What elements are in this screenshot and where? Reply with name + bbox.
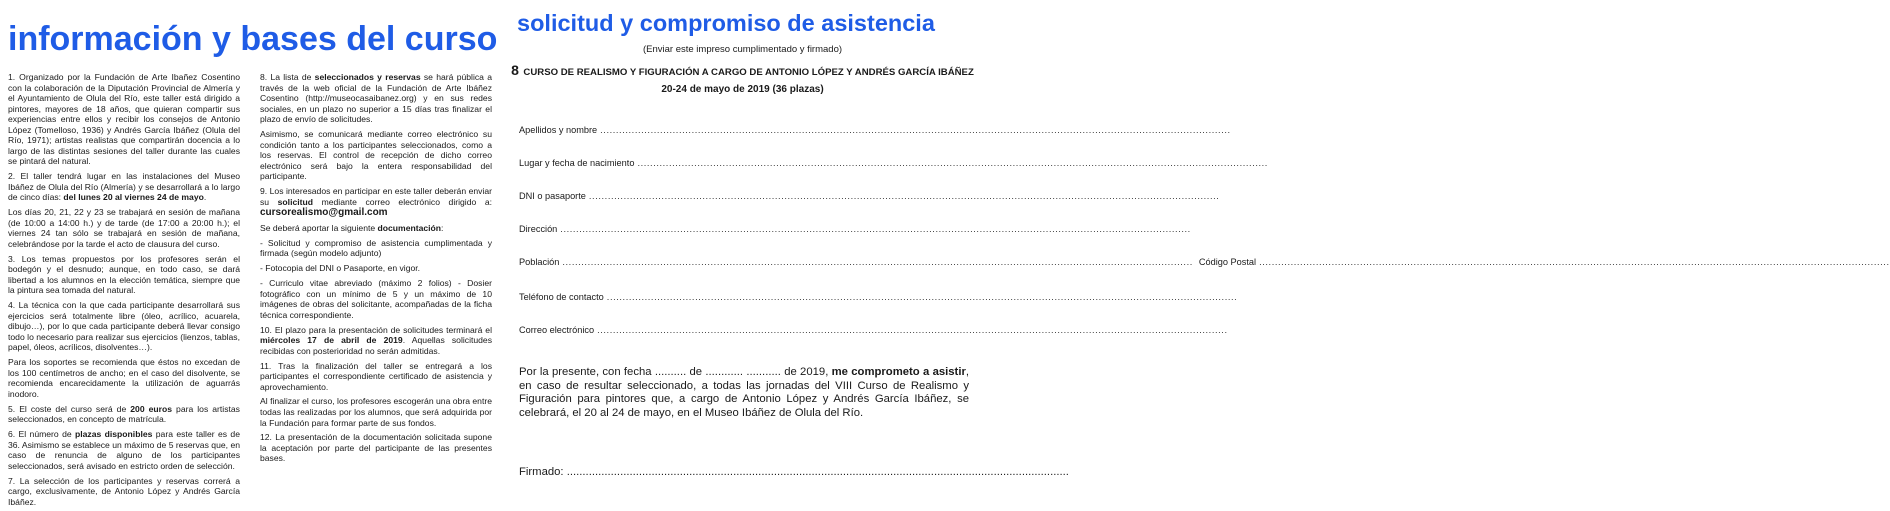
info-title: información y bases del curso [8,20,498,58]
field-label: Correo electrónico [519,325,595,335]
form-subtitle: (Enviar este impreso cumplimentado y firmado) [642,44,843,55]
text-run: 4. La técnica con la que cada participante desarrollará sus ejercicios será totalmente libre (óleo, acrílico, acuarela, dibujo…), por lo que cada participante deberá llevar consigo todo lo necesario para realizar sus ejercicios (lienzos, tablas, papel, óleos, acrílicos, disolventes…). [8,300,240,353]
course-dates: 20-24 de mayo de 2019 (36 plazas) [661,84,824,95]
field-label: Población [519,257,560,267]
text-run: . Aquellas solicitudes recibidas con posterioridad no serán admitidas. [260,335,493,356]
signature-dots: ................................................................................................................................................................ [566,466,1069,478]
field-dots: ........................................................................................................................................................................................................ [597,325,1228,335]
text-run: . [203,192,207,203]
paragraph [8,404,240,425]
field-label: Teléfono de contacto [519,292,604,302]
email-address: cursorealismo@gmail.com [260,207,388,219]
info-column-2 [260,72,492,511]
paragraph [8,476,240,508]
text-run: 7. La selección de los participantes y reservas correrá a cargo, exclusivamente, de Antonio López y Andrés García Ibáñez. [8,475,240,507]
text-run: miércoles 17 de abril de 2019 [260,335,403,346]
commitment-run: me comprometo a asistir [831,366,966,378]
paragraph [8,171,240,203]
postal-code-label: Código Postal [1198,257,1257,267]
paragraph [8,254,240,296]
field-dots: ........................................................................................................................................................................................................ [600,125,1231,135]
course-title: CURSO DE REALISMO Y FIGURACIÓN A CARGO DE ANTONIO LÓPEZ Y ANDRÉS GARCÍA IBÁÑEZ [523,67,974,78]
text-run: 1. Organizado por la Fundación de Arte Ibañez Cosentino con la colaboración de la Diputación Provincial de Almería y el Ayuntamiento de Olula del Río, este taller está dirigido a pintores, mayores de 18 años, que quieran compartir sus experiencias entre ellos y recibir los consejos de Antonio López (Tomelloso, 1936) y Andrés García Ibáñez (Olula del Río, 1971); artistas realistas que compartirán docencia a lo largo de las distintas sesiones del taller durante las cuales se pintará del natural. [8,72,240,167]
course-heading [505,62,980,80]
paragraph [8,72,240,167]
form-field[interactable] [519,292,1238,302]
paragraph [260,223,492,234]
info-page [0,0,498,507]
field-label: Apellidos y nombre [519,125,598,135]
text-run: Se deberá aportar la siguiente [260,223,378,233]
text-run: 10. El plazo para la presentación de solicitudes terminará el [260,324,492,335]
paragraph [260,278,492,320]
field-label: Lugar y fecha de nacimiento [519,158,635,168]
text-run: para los artistas seleccionados, en concepto de matrícula. [8,403,240,425]
text-run: seleccionados y reservas [314,72,421,82]
paragraph [260,72,492,125]
text-run: 6. El número de [8,429,75,440]
text-run: - Solicitud y compromiso de asistencia cumplimentada y firmada (según modelo adjunto) [260,237,492,259]
form-field[interactable] [519,325,1228,335]
text-run: 3. Los temas propuestos por los profesores serán el bodegón y el desnudo; aunque, en todo caso, se dará libertad a los alumnos en la elección temática, siempre que la pintura sea tomada del natural. [8,253,240,296]
text-run: 11. Tras la finalización del taller se entregará a los participantes el correspondiente certificado de asistencia y aprovechamiento. [260,360,492,392]
text-run: 12. La presentación de la documentación solicitada supone la aceptación por parte del participante de las presentes bases. [260,432,492,464]
signature-label: Firmado: [519,466,567,478]
text-run: : [441,223,444,233]
signature-line[interactable] [519,466,1069,478]
text-run: documentación [377,223,442,233]
info-column-1 [8,72,240,511]
paragraph [8,357,240,399]
form-title: solicitud y compromiso de asistencia [517,10,935,36]
field-dots: ........................................................................................................................................................................................................ [1259,257,1890,267]
text-run: - Fotocopia del DNI o Pasaporte, en vigor. [260,263,421,274]
text-run: - Curriculo vitae abreviado (máximo 2 folios) - Dosier fotográfico con un mínimo de 5 y un máximo de 10 imágenes de obras del solicitante, acompañadas de la ficha técnica correspondiente. [260,278,492,320]
text-run: solicitud [277,196,313,207]
field-dots: ........................................................................................................................................................................................................ [637,158,1268,168]
text-run: 8. La lista de [260,72,315,82]
text-run: 5. El coste del curso será de [8,403,131,414]
text-run: Al finalizar el curso, los profesores escogerán una obra entre todas las realizadas por los alumnos, que será adquirida por la Fundación para formar parte de sus fondos. [260,396,492,428]
commitment-run: Por la presente, con fecha .......... de ............ ........... de 2019, [519,366,832,378]
field-label: Dirección [519,224,558,234]
form-field[interactable] [519,158,1268,168]
paragraph [260,238,492,259]
field-dots: ........................................................................................................................................................................................................ [588,191,1220,201]
text-run: Asimismo, se comunicará mediante correo electrónico su condición tanto a los participantes seleccionados, como a los reservas. El control de recepción de dicho correo electrónico será bajo la entera responsabilidad del participante. [260,129,492,182]
form-field[interactable] [519,125,1231,135]
text-run: plazas disponibles [75,429,153,440]
text-run: mediante correo electrónico dirigido a: [313,196,492,207]
paragraph [8,429,240,471]
text-run: se hará pública a través de la web oficial de la Fundación de Arte Ibáñez Cosentino (http://museocasaibanez.org) y en sus redes sociales, en un plazo no superior a 15 días tras finalizar el plazo de envío de solicitudes. [260,72,492,125]
field-label: DNI o pasaporte [519,191,586,201]
course-number: 8 [511,62,519,78]
field-dots: ........................................................................................................................................................................................................ [560,224,1191,234]
text-run: Los días 20, 21, 22 y 23 se trabajará en sesión de mañana (de 10:00 a 14:00 h.) y de tarde (de 17:00 a 20:00 h.); el viernes 24 tan sólo se trabajará en sesión de mañana, celebrándose por la tarde el acto de clausura del curso. [8,207,240,249]
paragraph [260,396,492,428]
info-columns [8,72,492,511]
commitment-text [519,366,969,420]
form-field[interactable] [519,224,1191,234]
paragraph [260,186,492,219]
field-dots: ........................................................................................................................................................................................................ [606,292,1238,302]
form-field[interactable] [519,191,1220,201]
paragraph [8,300,240,353]
commitment-run: , en caso de resultar seleccionado, a todas las jornadas del VIII Curso de Realismo y Figuración para pintores que, a cargo de Antonio López y Andrés García Ibáñez, se celebrará, el 20 al 24 de mayo, en el Museo Ibáñez de Olula del Río. [519,366,969,419]
text-run: del lunes 20 al viernes 24 de mayo [63,192,204,203]
text-run: 200 euros [130,403,173,414]
text-run: Para los soportes se recomienda que éstos no excedan de los 100 centímetros de ancho; en el caso del disolvente, se recomienda encarecidamente la utilización de aguarrás inodoro. [8,357,240,399]
paragraph [8,207,240,249]
text-run: 2. El taller tendrá lugar en las instalaciones del Museo Ibáñez de Olula del Río (Almería) y se desarrollará a lo largo de cinco días: [8,171,240,203]
form-field[interactable] [519,257,1890,267]
text-run: 9. Los interesados en participar en este taller deberán enviar su [260,186,492,207]
paragraph [260,325,492,357]
field-dots: ........................................................................................................................................................................................................ [562,257,1193,267]
paragraph [260,129,492,182]
application-form [505,0,1890,490]
paragraph [260,361,492,393]
paragraph [260,432,492,464]
paragraph [260,263,492,274]
text-run: para este taller es de 36. Asimismo se establece un máximo de 5 reservas que, en caso de renuncia de alguno de los participantes seleccionados, será avisado en estricto orden de selección. [8,429,240,471]
